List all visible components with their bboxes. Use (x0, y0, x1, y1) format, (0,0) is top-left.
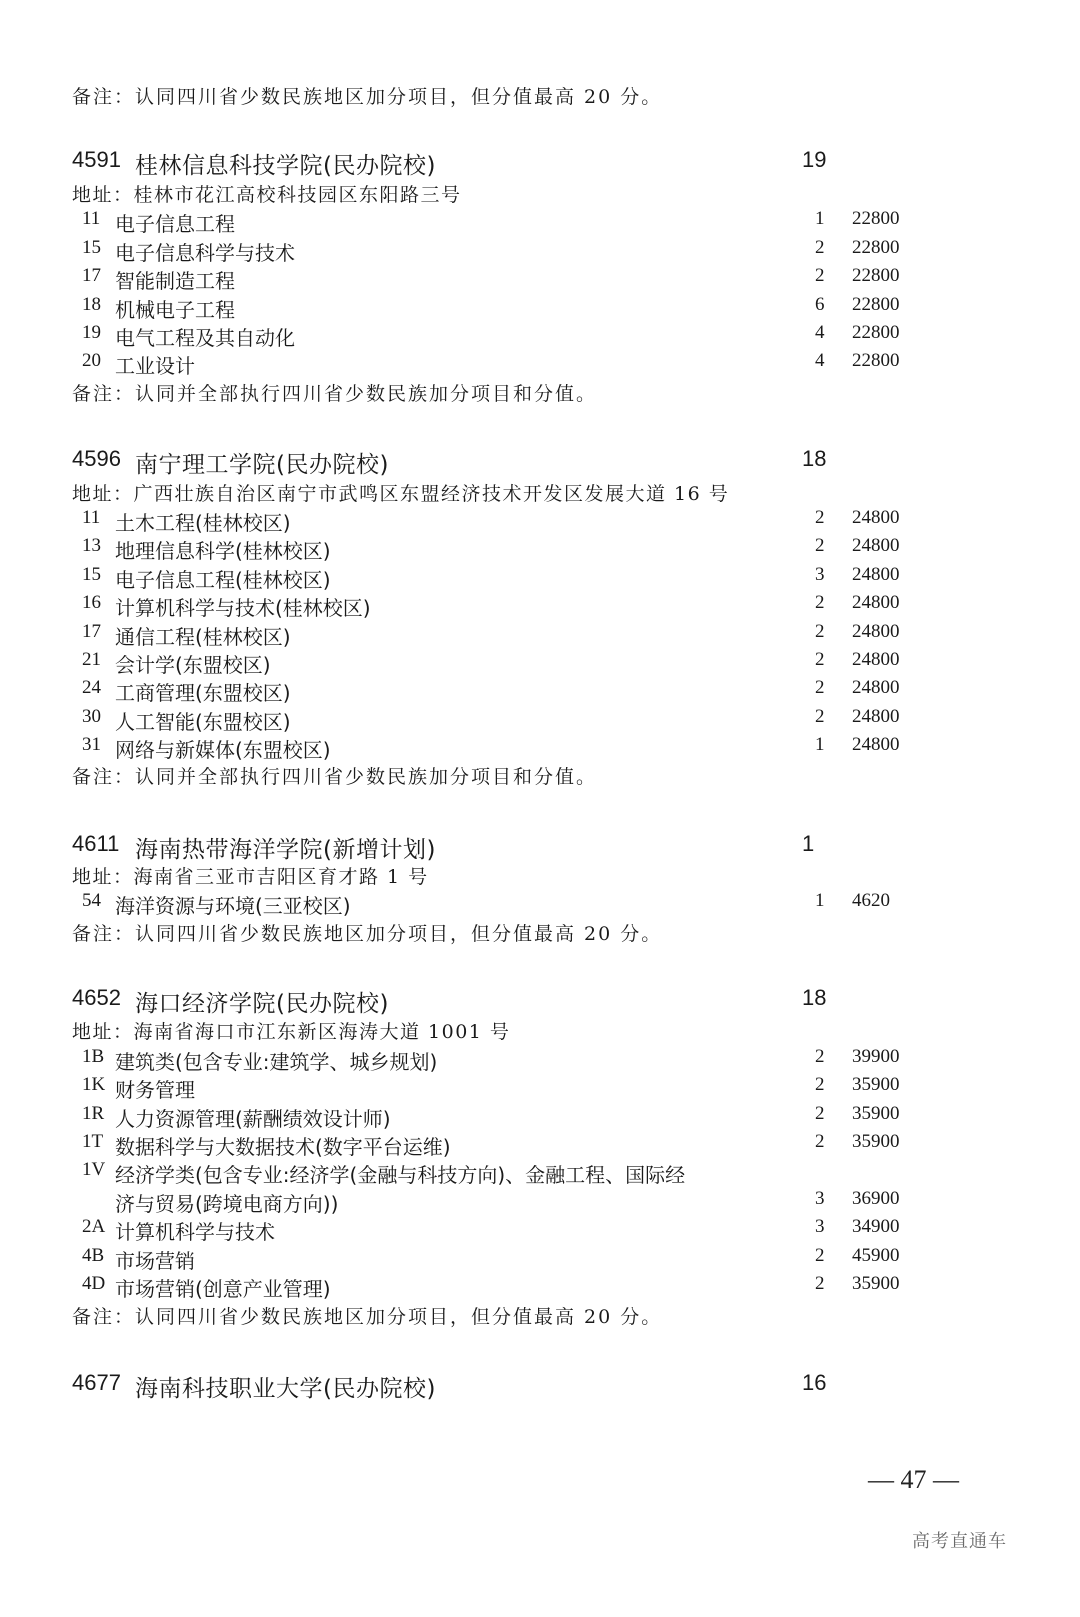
school-total-plan: 18 (802, 446, 827, 471)
major-name: 市场营销(创意产业管理) (115, 1277, 331, 1301)
major-fee: 22800 (852, 294, 900, 315)
note-text: 备注：认同四川省少数民族地区加分项目，但分值最高 20 分。 (72, 923, 663, 945)
major-name: 人工智能(东盟校区) (115, 710, 291, 734)
school-heading (0, 446, 1080, 476)
major-row (0, 1159, 1080, 1189)
major-row (0, 535, 1080, 565)
major-plan: 2 (815, 677, 825, 698)
major-fee: 35900 (852, 1273, 900, 1294)
major-row (0, 1074, 1080, 1104)
school-total-plan: 1 (802, 831, 815, 856)
major-fee: 24800 (852, 621, 900, 642)
note-text: 备注：认同并全部执行四川省少数民族加分项目和分值。 (72, 766, 598, 788)
major-plan: 2 (815, 507, 825, 528)
major-plan: 2 (815, 1046, 825, 1067)
school-address: 地址：海南省海口市江东新区海涛大道 1001 号 (72, 1021, 511, 1043)
major-plan: 2 (815, 1273, 825, 1294)
major-plan: 2 (815, 1131, 825, 1152)
major-fee: 24800 (852, 677, 900, 698)
school-address: 地址：桂林市花江高校科技园区东阳路三号 (72, 184, 462, 206)
major-fee: 4620 (852, 890, 890, 911)
major-name: 财务管理 (115, 1078, 195, 1102)
major-fee: 39900 (852, 1046, 900, 1067)
major-name: 电气工程及其自动化 (115, 326, 295, 350)
major-row (0, 706, 1080, 736)
major-fee: 22800 (852, 265, 900, 286)
major-plan: 2 (815, 592, 825, 613)
major-fee: 22800 (852, 350, 900, 371)
major-plan: 4 (815, 350, 825, 371)
major-row (0, 592, 1080, 622)
note-text: 备注：认同四川省少数民族地区加分项目，但分值最高 20 分。 (72, 86, 663, 108)
major-row (0, 350, 1080, 380)
school-address: 地址：广西壮族自治区南宁市武鸣区东盟经济技术开发区发展大道 16 号 (72, 483, 730, 505)
major-code: 16 (82, 592, 101, 613)
major-plan: 1 (815, 734, 825, 755)
major-code: 1T (82, 1131, 104, 1152)
major-plan: 2 (815, 535, 825, 556)
major-code: 17 (82, 621, 101, 642)
major-plan: 2 (815, 265, 825, 286)
major-name: 会计学(东盟校区) (115, 653, 271, 677)
major-fee: 24800 (852, 592, 900, 613)
major-fee: 35900 (852, 1131, 900, 1152)
major-name: 地理信息科学(桂林校区) (115, 539, 331, 563)
major-plan: 2 (815, 621, 825, 642)
school-name: 海口经济学院(民办院校) (135, 991, 389, 1017)
major-code: 13 (82, 535, 101, 556)
major-fee: 24800 (852, 564, 900, 585)
major-plan: 2 (815, 1103, 825, 1124)
school-code: 4591 (72, 147, 121, 172)
major-row (0, 564, 1080, 594)
major-fee: 34900 (852, 1216, 900, 1237)
major-name: 电子信息科学与技术 (115, 241, 295, 265)
major-code: 15 (82, 237, 101, 258)
major-code: 19 (82, 322, 101, 343)
school-total-plan: 16 (802, 1370, 827, 1395)
major-fee: 24800 (852, 649, 900, 670)
school-heading (0, 831, 1080, 861)
major-name: 计算机科学与技术(桂林校区) (115, 596, 371, 620)
major-name: 建筑类(包含专业:建筑学、城乡规划) (115, 1050, 438, 1074)
major-fee: 24800 (852, 535, 900, 556)
school-code: 4652 (72, 985, 121, 1010)
school-address-line (0, 862, 1080, 892)
school-code: 4677 (72, 1370, 121, 1395)
note-line (0, 762, 1080, 792)
major-plan: 2 (815, 1074, 825, 1095)
major-name: 网络与新媒体(东盟校区) (115, 738, 331, 762)
major-fee: 24800 (852, 507, 900, 528)
major-name: 人力资源管理(薪酬绩效设计师) (115, 1107, 391, 1131)
major-plan: 1 (815, 208, 825, 229)
major-fee: 35900 (852, 1074, 900, 1095)
major-plan: 2 (815, 649, 825, 670)
major-name: 工商管理(东盟校区) (115, 681, 291, 705)
page-number: — 47 — (868, 1465, 959, 1494)
major-fee: 24800 (852, 706, 900, 727)
major-code: 30 (82, 706, 101, 727)
major-fee: 22800 (852, 322, 900, 343)
note-line (0, 919, 1080, 949)
major-row (0, 1245, 1080, 1275)
school-address-line (0, 479, 1080, 509)
major-plan: 3 (815, 1216, 825, 1237)
school-heading (0, 147, 1080, 177)
note-text: 备注：认同并全部执行四川省少数民族加分项目和分值。 (72, 383, 598, 405)
school-name: 海南科技职业大学(民办院校) (135, 1376, 436, 1402)
major-code: 4D (82, 1273, 106, 1294)
major-name: 土木工程(桂林校区) (115, 511, 291, 535)
major-row (0, 237, 1080, 267)
watermark: 高考直通车 (912, 1531, 1007, 1552)
major-fee: 36900 (852, 1188, 900, 1209)
major-row (0, 621, 1080, 651)
major-name: 电子信息工程 (115, 212, 235, 236)
major-name: 机械电子工程 (115, 298, 235, 322)
major-code: 11 (82, 507, 101, 528)
major-row (0, 294, 1080, 324)
major-name: 计算机科学与技术 (115, 1220, 275, 1244)
school-address-line (0, 1017, 1080, 1047)
major-code: 2A (82, 1216, 106, 1237)
major-name: 智能制造工程 (115, 269, 235, 293)
major-name: 工业设计 (115, 354, 195, 378)
major-name: 经济学类(包含专业:经济学(金融与科技方向)、金融工程、国际经 (115, 1163, 686, 1187)
major-row (0, 208, 1080, 238)
school-total-plan: 18 (802, 985, 827, 1010)
school-address-line (0, 180, 1080, 210)
school-address: 地址：海南省三亚市吉阳区育才路 1 号 (72, 866, 429, 888)
major-code: 1K (82, 1074, 106, 1095)
school-heading (0, 1370, 1080, 1400)
major-code: 20 (82, 350, 101, 371)
major-row (0, 1103, 1080, 1133)
major-code: 24 (82, 677, 101, 698)
school-code: 4611 (72, 831, 120, 856)
major-name: 市场营销 (115, 1249, 195, 1273)
major-code: 11 (82, 208, 101, 229)
major-code: 17 (82, 265, 101, 286)
school-name: 桂林信息科技学院(民办院校) (135, 153, 436, 179)
major-row (0, 1273, 1080, 1303)
major-row-continued (0, 1188, 1080, 1218)
note-line (0, 1302, 1080, 1332)
major-name: 海洋资源与环境(三亚校区) (115, 894, 351, 918)
major-name: 通信工程(桂林校区) (115, 625, 291, 649)
major-code: 54 (82, 890, 101, 911)
major-code: 1V (82, 1159, 106, 1180)
major-row (0, 734, 1080, 764)
school-name: 南宁理工学院(民办院校) (135, 452, 389, 478)
major-row (0, 649, 1080, 679)
major-name: 数据科学与大数据技术(数字平台运维) (115, 1135, 451, 1159)
major-name-continued: 济与贸易(跨境电商方向)) (115, 1192, 339, 1216)
school-heading (0, 985, 1080, 1015)
major-code: 15 (82, 564, 101, 585)
major-fee: 24800 (852, 734, 900, 755)
major-plan: 2 (815, 237, 825, 258)
school-name: 海南热带海洋学院(新增计划) (135, 837, 436, 863)
note-line (0, 82, 1080, 112)
major-plan: 4 (815, 322, 825, 343)
major-row (0, 265, 1080, 295)
major-name: 电子信息工程(桂林校区) (115, 568, 331, 592)
major-row (0, 507, 1080, 537)
major-plan: 2 (815, 706, 825, 727)
note-line (0, 379, 1080, 409)
major-code: 31 (82, 734, 101, 755)
major-row (0, 1216, 1080, 1246)
major-row (0, 1046, 1080, 1076)
major-code: 21 (82, 649, 101, 670)
major-code: 1B (82, 1046, 105, 1067)
major-row (0, 322, 1080, 352)
major-code: 4B (82, 1245, 105, 1266)
major-row (0, 890, 1080, 920)
major-fee: 22800 (852, 208, 900, 229)
major-row (0, 1131, 1080, 1161)
school-code: 4596 (72, 446, 121, 471)
major-plan: 3 (815, 1188, 825, 1209)
note-text: 备注：认同四川省少数民族地区加分项目，但分值最高 20 分。 (72, 1306, 663, 1328)
major-fee: 22800 (852, 237, 900, 258)
major-plan: 1 (815, 890, 825, 911)
major-row (0, 677, 1080, 707)
major-fee: 45900 (852, 1245, 900, 1266)
school-total-plan: 19 (802, 147, 827, 172)
major-plan: 2 (815, 1245, 825, 1266)
major-plan: 3 (815, 564, 825, 585)
major-plan: 6 (815, 294, 825, 315)
major-fee: 35900 (852, 1103, 900, 1124)
major-code: 18 (82, 294, 101, 315)
major-code: 1R (82, 1103, 105, 1124)
